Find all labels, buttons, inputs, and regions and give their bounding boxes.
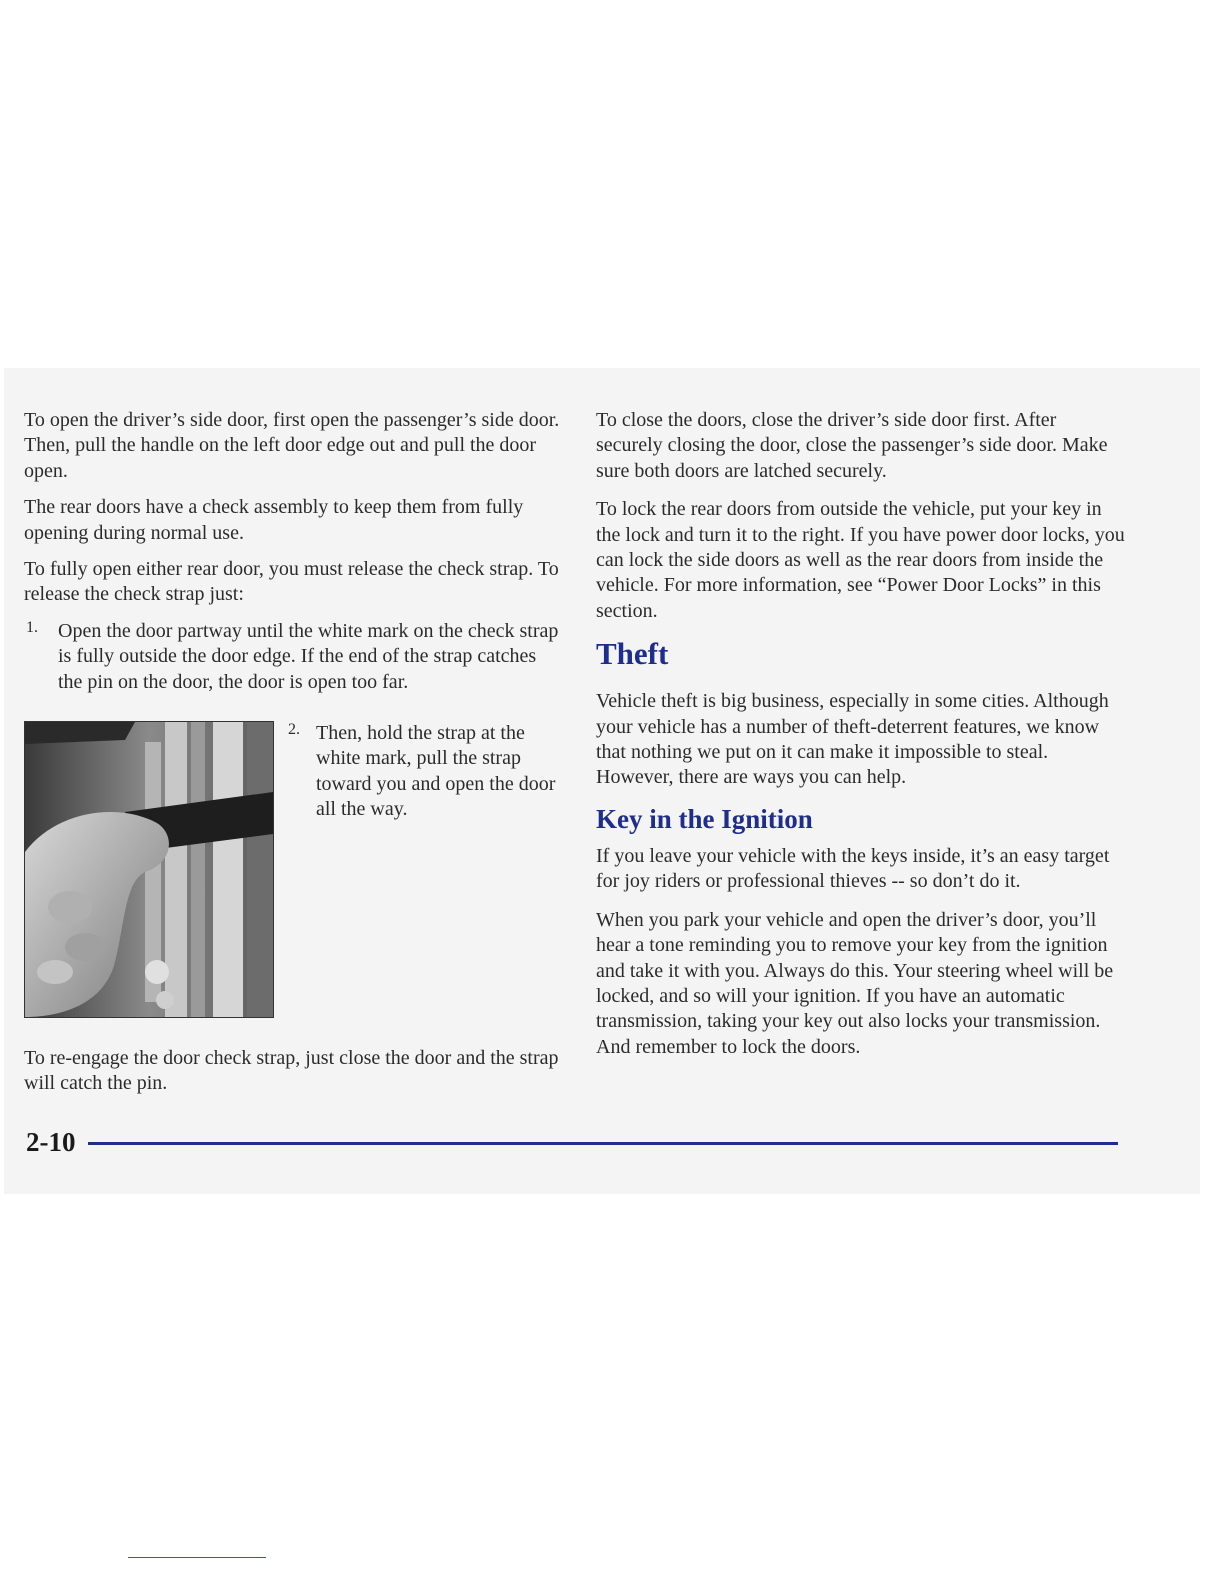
photo-step-block <box>24 721 564 1039</box>
paragraph-key-reminder-tone: When you park your vehicle and open the driver’s door, you’ll hear a tone reminding you to remove your key from the ignition and take it with you. Always do this. Your steering wheel will be locked, and so will your ignition. If you have an automatic transmission, taking your key out also locks your transmission. And remember to lock the doors. <box>596 908 1114 1058</box>
page-footer <box>26 1124 1120 1164</box>
paragraph-close-doors: To close the doors, close the driver’s side door first. After securely closing the door, close the passenger’s side door. Make sure both doors are latched securely. <box>596 409 1108 482</box>
paragraph-reengage-strap: To re-engage the door check strap, just close the door and the strap will catch the pin. <box>24 1047 559 1095</box>
paragraph-release-check-strap: To fully open either rear door, you must release the check strap. To release the check strap just: <box>24 558 559 606</box>
paragraph-lock-rear-doors: To lock the rear doors from outside the vehicle, put your key in the lock and turn it to the right. If you have power door locks, you can lock the side doors as well as the rear doors from inside the vehicle. For more information, see “Power Door Locks” in this section. <box>596 498 1125 622</box>
door-check-strap-photo <box>24 721 274 1018</box>
step-1-number: 1. <box>26 618 38 636</box>
bottom-underline-mark <box>128 1557 266 1558</box>
footer-rule <box>88 1142 1118 1145</box>
list-item-step-2 <box>286 721 556 823</box>
paragraph-rear-door-check: The rear doors have a check assembly to keep them from fully opening during normal use. <box>24 496 524 544</box>
page-number: 2-10 <box>26 1127 76 1157</box>
heading-theft: Theft <box>596 636 669 672</box>
step-1-text: Open the door partway until the white mark on the check strap is fully outside the door edge. If the end of the strap catches the pin on the door, the door is open too far. <box>58 619 559 693</box>
door-check-strap-illustration <box>25 722 273 1017</box>
paragraph-keys-inside: If you leave your vehicle with the keys inside, it’s an easy target for joy riders or professional thieves -- so don’t do it. <box>596 844 1110 893</box>
list-item-step-1 <box>24 619 564 695</box>
paragraph-vehicle-theft: Vehicle theft is big business, especially in some cities. Although your vehicle has a number of theft-deterrent features, we know that nothing we put on it can make it impossible to steal. However, there are ways you can help. <box>596 690 1109 789</box>
step-2-block <box>286 721 556 823</box>
left-column <box>24 408 564 1097</box>
paragraph-open-driver-door: To open the driver’s side door, first open the passenger’s side door. Then, pull the handle on the left door edge out and pull the door open. <box>24 409 560 482</box>
step-2-number: 2. <box>288 721 300 739</box>
step-2-text: Then, hold the strap at the white mark, pull the strap toward you and open the door all the way. <box>316 722 556 821</box>
heading-key-in-ignition: Key in the Ignition <box>596 803 813 834</box>
right-column <box>596 408 1126 1073</box>
